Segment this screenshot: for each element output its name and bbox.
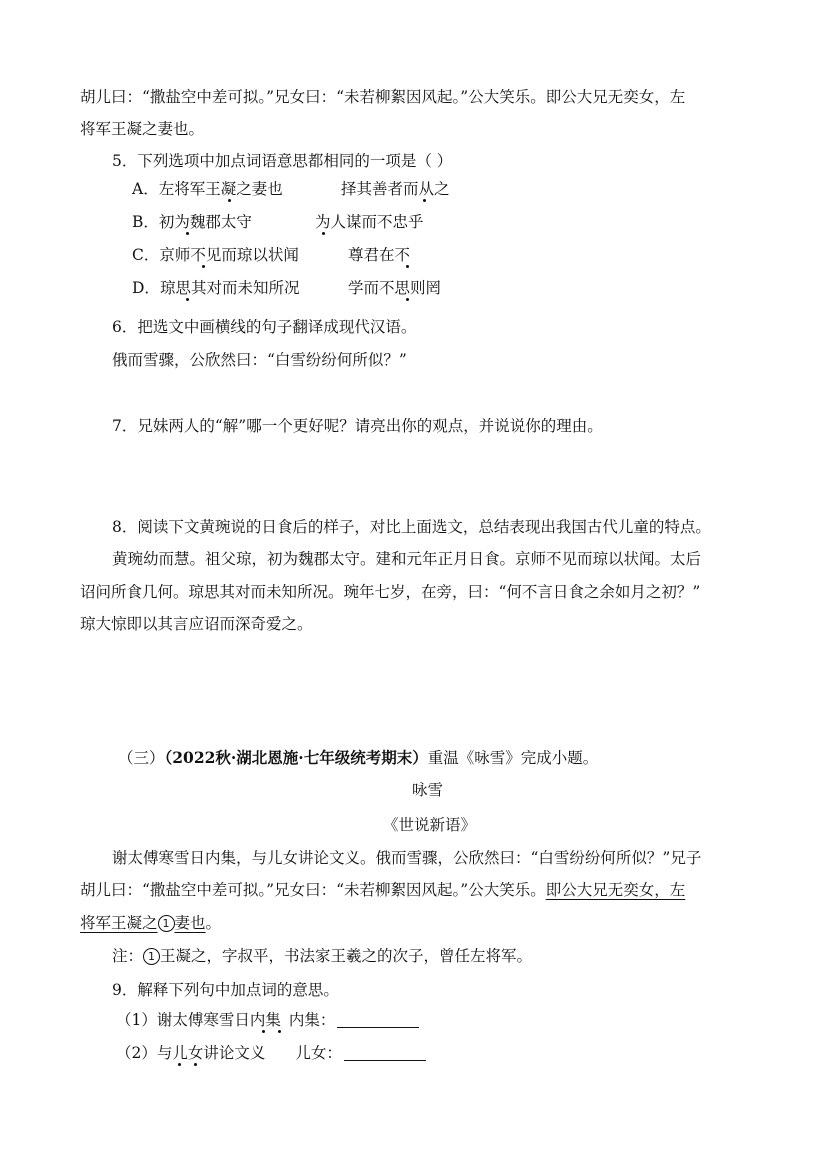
- answer-blank[interactable]: [337, 1013, 419, 1028]
- option-label: B．: [132, 213, 159, 231]
- question-8-stem: 8．阅读下文黄琬说的日食后的样子，对比上面选文，总结表现出我国古代儿童的特点。: [112, 518, 711, 536]
- passage-line: [80, 913, 221, 933]
- option-b: [132, 212, 252, 232]
- emphasis-dot: [262, 1030, 265, 1033]
- footnote: [112, 946, 532, 966]
- emphasis-dot: [423, 199, 426, 202]
- section-3-heading: [118, 748, 598, 768]
- punctuation: 。: [205, 914, 222, 932]
- option-label: D．: [132, 279, 160, 297]
- emphasis-dot: [406, 298, 409, 301]
- option-phrase-1: 琼思其对而未知所况: [159, 279, 300, 297]
- option-a-second: 择其善者而从之: [341, 180, 450, 198]
- option-phrase-1: 京师不见而琼以状闻: [159, 246, 299, 264]
- footnote-marker: 1: [143, 948, 160, 965]
- item-text: （2）与儿女讲论文义: [116, 1044, 266, 1062]
- underlined-text: 妻也: [174, 914, 206, 932]
- emphasis-dot: [178, 1063, 181, 1066]
- section-source: （2022秋·湖北恩施·七年级统考期末）: [164, 748, 428, 767]
- passage-line: 诏问所食几何。琼思其对而未知所况。琬年七岁，在旁，曰：“何不言日食之余如月之初？”: [80, 583, 701, 601]
- underlined-sentence: 即公大兄无奕女，左: [545, 881, 686, 899]
- option-c-second: 尊君在不: [348, 246, 411, 264]
- emphasis-dot: [202, 265, 205, 268]
- emphasis-dot: [194, 1063, 197, 1066]
- underlined-sentence: [80, 914, 206, 932]
- question-9-item-1: [116, 1010, 419, 1030]
- passage-line: [80, 880, 685, 900]
- section-task: 重温《咏雪》完成小题。: [427, 749, 599, 767]
- emphasis-dot: [322, 232, 325, 235]
- passage-line: 将军王凝之妻也。: [80, 120, 205, 138]
- underlined-text: 将军王凝之: [80, 914, 158, 932]
- answer-blank[interactable]: [344, 1046, 426, 1061]
- note-label: 注：: [112, 947, 144, 965]
- question-6-sentence: 俄而雪骤，公欣然曰：“白雪纷纷何所似？”: [112, 351, 407, 369]
- question-7-stem: 7．兄妹两人的“解”哪一个更好呢？请亮出你的观点，并说说你的理由。: [112, 417, 603, 435]
- passage-text: 胡儿曰：“撒盐空中差可拟。”兄女曰：“未若柳絮因风起。”公大笑乐。: [80, 881, 546, 899]
- option-phrase-1: 初为魏郡太守: [158, 213, 252, 231]
- poem-title: 咏雪: [412, 781, 444, 799]
- question-5-stem: 5．下列选项中加点词语意思都相同的一项是（ ）: [112, 152, 453, 170]
- question-9-item-2: [116, 1043, 426, 1063]
- passage-line: 胡儿曰：“撒盐空中差可拟。”兄女曰：“未若柳絮因风起。”公大笑乐。即公大兄无奕女，左: [80, 88, 686, 106]
- option-label: C．: [132, 246, 160, 264]
- emphasis-dot: [278, 1030, 281, 1033]
- option-c: [132, 245, 299, 265]
- option-phrase-1: 左将军王凝之妻也: [158, 180, 283, 198]
- section-number: （三）: [118, 749, 165, 767]
- question-6-stem: 6．把选文中画横线的句子翻译成现代汉语。: [112, 318, 417, 336]
- footnote-marker: 1: [158, 915, 175, 932]
- option-b-second: 为人谋而不忠乎: [315, 213, 424, 231]
- passage-line: 谢太傅寒雪日内集，与儿女讲论文义。俄而雪骤，公欣然曰：“白雪纷纷何所似？”兄子: [112, 849, 702, 867]
- emphasis-dot: [406, 265, 409, 268]
- option-d: [132, 278, 299, 298]
- item-text: （1）谢太傅寒雪日内集: [116, 1011, 281, 1029]
- emphasis-dot: [228, 199, 231, 202]
- item-label: 儿女：: [295, 1044, 342, 1062]
- option-d-second: 学而不思则罔: [348, 279, 442, 297]
- emphasis-dot: [186, 232, 189, 235]
- passage-line: 琼大惊即以其言应诏而深奇爱之。: [80, 615, 313, 633]
- poem-book: 《世说新语》: [383, 816, 477, 834]
- option-label: A．: [132, 180, 159, 198]
- question-9-stem: 9．解释下列句中加点词的意思。: [112, 981, 339, 999]
- passage-line: 黄琬幼而慧。祖父琼，初为魏郡太守。建和元年正月日食。京师不见而琼以状闻。太后: [112, 550, 702, 568]
- item-label: 内集：: [288, 1011, 336, 1029]
- option-a: [132, 179, 283, 199]
- emphasis-dot: [186, 298, 189, 301]
- note-text: 王凝之，字叔平，书法家王羲之的次子，曾任左将军。: [160, 947, 533, 965]
